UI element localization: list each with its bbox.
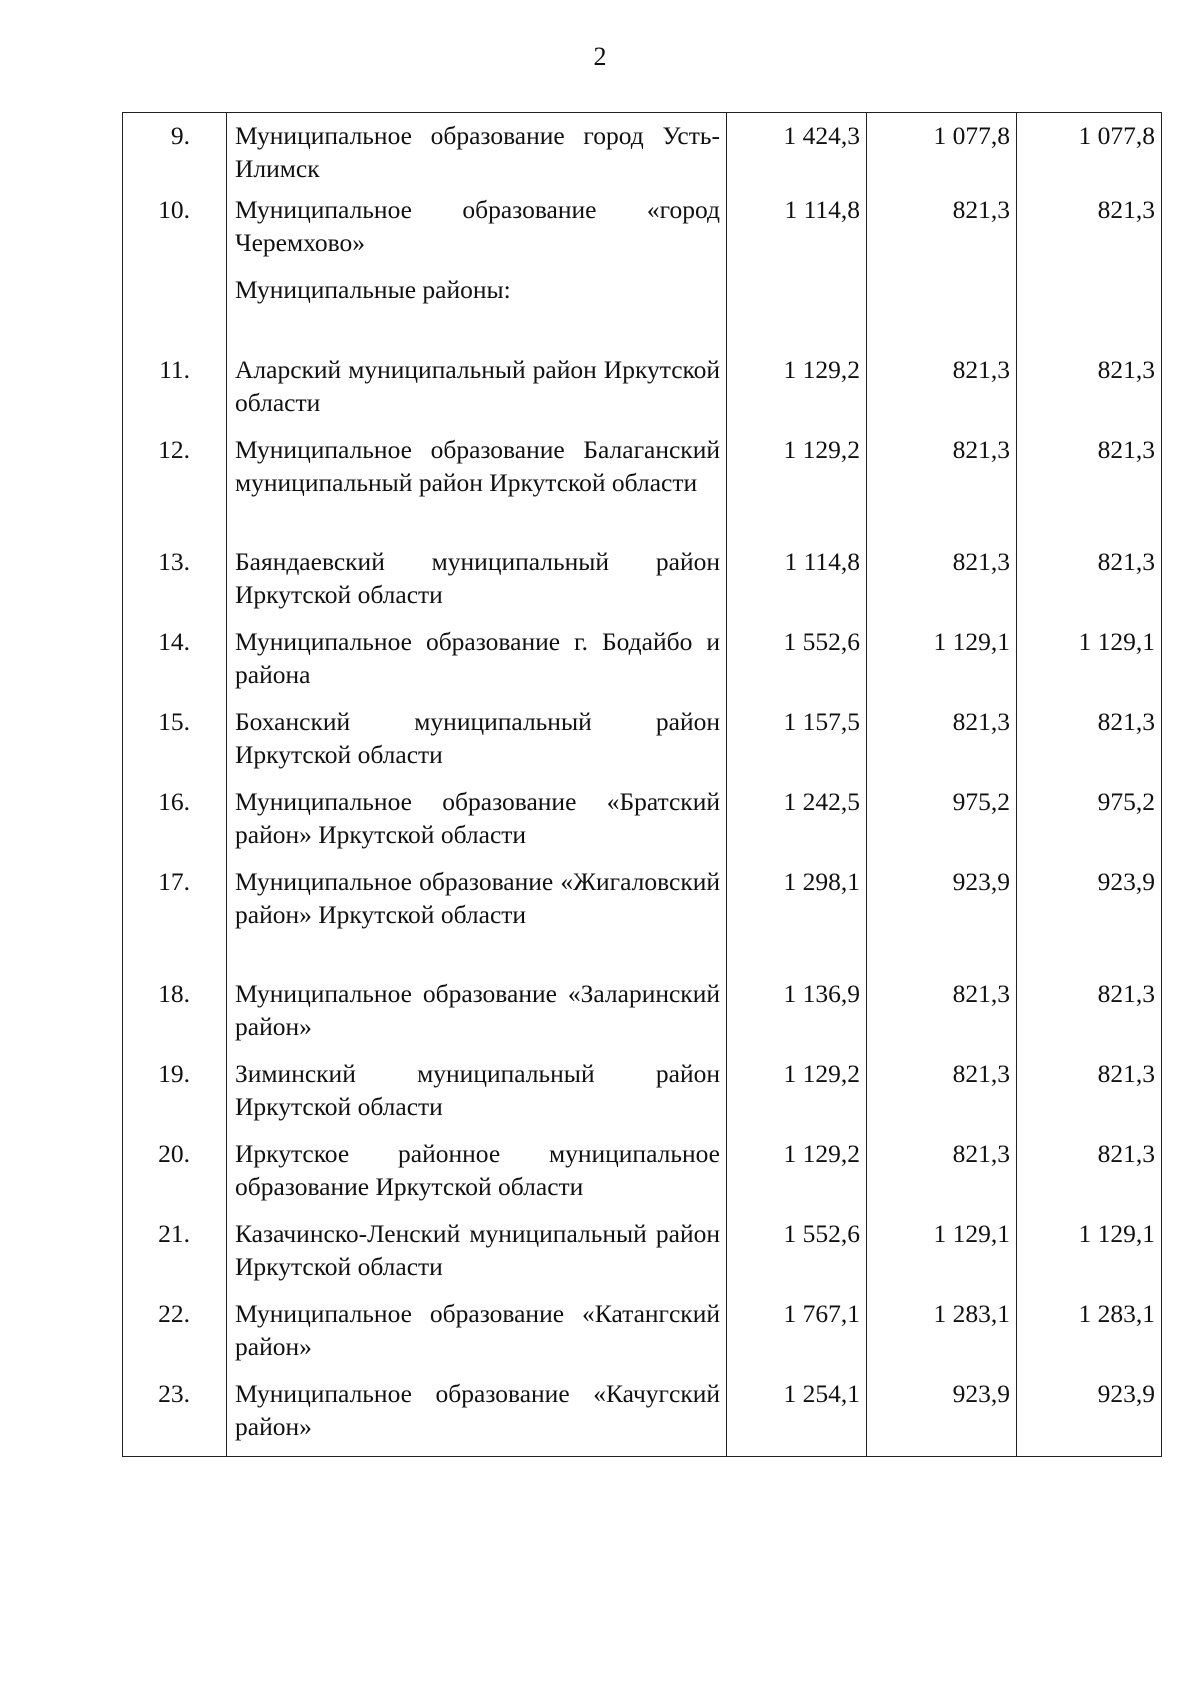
municipality-name: Муниципальное образование г. Бодайбо и района (227, 625, 727, 705)
value-col-1: 1 114,8 (727, 545, 867, 625)
table-row (123, 545, 1162, 625)
value-col-3: 821,3 (1017, 193, 1162, 273)
section-header-row (123, 273, 1162, 353)
value-col-3: 821,3 (1017, 705, 1162, 785)
municipality-name: Муниципальное образование Балаганский муниципальный район Иркутской области (227, 433, 727, 545)
row-number: 15. (123, 705, 227, 785)
table-row (123, 1297, 1162, 1377)
municipality-name: Муниципальное образование «Жигаловский район» Иркутской области (227, 865, 727, 977)
page-number: 2 (593, 42, 607, 71)
value-col-2: 923,9 (867, 865, 1017, 977)
value-col-3: 923,9 (1017, 1377, 1162, 1457)
table-row (123, 1217, 1162, 1297)
row-number: 12. (123, 433, 227, 545)
municipality-name: Муниципальное образование «город Черемхово» (227, 193, 727, 273)
value-col-2: 821,3 (867, 1137, 1017, 1217)
row-number: 14. (123, 625, 227, 705)
row-number: 22. (123, 1297, 227, 1377)
value-col-3: 975,2 (1017, 785, 1162, 865)
value-col-3: 821,3 (1017, 353, 1162, 433)
row-number: 9. (123, 113, 227, 193)
value-col-2: 821,3 (867, 433, 1017, 545)
table-row (123, 705, 1162, 785)
value-col-2: 975,2 (867, 785, 1017, 865)
value-col-3: 1 129,1 (1017, 1217, 1162, 1297)
allocation-table (122, 112, 1162, 1457)
value-col-3: 821,3 (1017, 545, 1162, 625)
value-col-1: 1 552,6 (727, 625, 867, 705)
value-col-1: 1 767,1 (727, 1297, 867, 1377)
value-col-3: 1 283,1 (1017, 1297, 1162, 1377)
row-number: 13. (123, 545, 227, 625)
value-col-2: 821,3 (867, 705, 1017, 785)
table-row (123, 433, 1162, 545)
value-col-1: 1 552,6 (727, 1217, 867, 1297)
value-col-2: 821,3 (867, 193, 1017, 273)
value-col-1: 1 157,5 (727, 705, 867, 785)
value-col-2: 1 077,8 (867, 113, 1017, 193)
value-col-3: 821,3 (1017, 433, 1162, 545)
value-col-2: 821,3 (867, 353, 1017, 433)
value-col-1: 1 129,2 (727, 433, 867, 545)
value-col-3: 821,3 (1017, 1057, 1162, 1137)
row-number: 18. (123, 977, 227, 1057)
row-number: 17. (123, 865, 227, 977)
value-col-2: 1 283,1 (867, 1297, 1017, 1377)
table-row (123, 785, 1162, 865)
value-col-1: 1 114,8 (727, 193, 867, 273)
value-col-3: 821,3 (1017, 1137, 1162, 1217)
section-header: Муниципальные районы: (227, 273, 727, 353)
table-row (123, 353, 1162, 433)
table-row (123, 977, 1162, 1057)
value-col-2: 923,9 (867, 1377, 1017, 1457)
municipality-name: Казачинско-Ленский муниципальный район Иркутской области (227, 1217, 727, 1297)
municipality-name: Муниципальное образование «Катангский район» (227, 1297, 727, 1377)
table-row (123, 865, 1162, 977)
row-number: 16. (123, 785, 227, 865)
municipality-name: Аларский муниципальный район Иркутской области (227, 353, 727, 433)
row-number: 20. (123, 1137, 227, 1217)
table-row (123, 625, 1162, 705)
value-col-1: 1 129,2 (727, 1057, 867, 1137)
value-col-1: 1 129,2 (727, 1137, 867, 1217)
municipality-name: Муниципальное образование «Братский район» Иркутской области (227, 785, 727, 865)
table-row (123, 1377, 1162, 1457)
table-row (123, 113, 1162, 193)
row-number: 19. (123, 1057, 227, 1137)
value-col-2: 821,3 (867, 1057, 1017, 1137)
value-col-3: 821,3 (1017, 977, 1162, 1057)
value-col-3: 1 077,8 (1017, 113, 1162, 193)
table-row (123, 193, 1162, 273)
row-number: 21. (123, 1217, 227, 1297)
municipality-name: Баяндаевский муниципальный район Иркутской области (227, 545, 727, 625)
row-number: 23. (123, 1377, 227, 1457)
value-col-3: 1 129,1 (1017, 625, 1162, 705)
value-col-1: 1 254,1 (727, 1377, 867, 1457)
value-col-2: 1 129,1 (867, 1217, 1017, 1297)
municipality-name: Зиминский муниципальный район Иркутской области (227, 1057, 727, 1137)
municipality-name: Боханский муниципальный район Иркутской области (227, 705, 727, 785)
value-col-1: 1 242,5 (727, 785, 867, 865)
value-col-1: 1 136,9 (727, 977, 867, 1057)
table-row (123, 1137, 1162, 1217)
value-col-1: 1 424,3 (727, 113, 867, 193)
value-col-3: 923,9 (1017, 865, 1162, 977)
municipality-name: Муниципальное образование город Усть-Илимск (227, 113, 727, 193)
municipality-name: Иркутское районное муниципальное образование Иркутской области (227, 1137, 727, 1217)
value-col-2: 821,3 (867, 977, 1017, 1057)
value-col-1: 1 129,2 (727, 353, 867, 433)
municipality-name: Муниципальное образование «Заларинский район» (227, 977, 727, 1057)
row-number: 11. (123, 353, 227, 433)
value-col-2: 1 129,1 (867, 625, 1017, 705)
value-col-2: 821,3 (867, 545, 1017, 625)
value-col-1: 1 298,1 (727, 865, 867, 977)
table-row (123, 1057, 1162, 1137)
municipality-name: Муниципальное образование «Качугский район» (227, 1377, 727, 1457)
row-number: 10. (123, 193, 227, 273)
